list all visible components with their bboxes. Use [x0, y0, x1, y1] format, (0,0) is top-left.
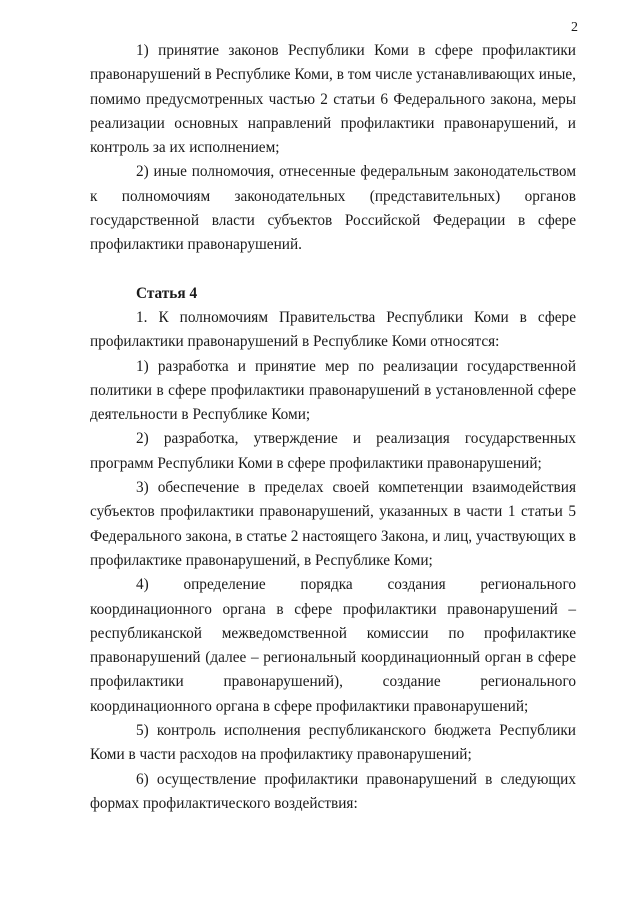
paragraph-item-5-budget: 5) контроль исполнения республиканского бюджета Республики Коми в части расходов на профилактику правонарушений; [90, 722, 576, 764]
paragraph-item-2: 2) иные полномочия, отнесенные федеральным законодательством к полномочиям законодательных (представительных) органов государственной власти субъектов Российской Федерации в сфере профилактики правонарушений. [90, 163, 576, 254]
paragraph-item-6-forms: 6) осуществление профилактики правонарушений в следующих формах профилактического воздействия: [90, 770, 576, 812]
paragraph-article-intro: 1. К полномочиям Правительства Республики Коми в сфере профилактики правонарушений в Республике Коми относятся: [90, 308, 576, 351]
section-gap [90, 258, 576, 282]
paragraph-item-1-measures: 1) разработка и принятие мер по реализации государственной политики в сфере профилактики правонарушений в установленной сфере деятельности в Республике Коми; [90, 357, 576, 424]
page-number: 2 [571, 20, 578, 35]
paragraph-item-4-coordination: 4) определение порядка создания регионального координационного органа в сфере профилактики правонарушений – республиканской межведомственной комиссии по профилактике правонарушений (далее – региональный координационный орган в сфере профилактики правонарушений), создание регионального координационного органа в сфере профилактики правонарушений; [90, 576, 576, 715]
article-heading: Статья 4 [136, 284, 198, 302]
paragraph-item-1: 1) принятие законов Республики Коми в сфере профилактики правонарушений в Республике Коми, в том числе устанавливающих иные, помимо предусмотренных частью 2 статьи 6 Федерального закона, меры реализации основных направлений профилактики правонарушений, и контроль за их исполнением; [90, 42, 576, 157]
paragraph-item-2-programs: 2) разработка, утверждение и реализация государственных программ Республики Коми в сфере профилактики правонарушений; [90, 430, 576, 472]
paragraph-item-3-interaction: 3) обеспечение в пределах своей компетенции взаимодействия субъектов профилактики правонарушений, указанных в части 1 статьи 5 Федерального закона, в статье 2 настоящего Закона, и лиц, участвующих в профилактике правонарушений, в Республике Коми; [90, 479, 576, 569]
page-content [90, 39, 576, 816]
